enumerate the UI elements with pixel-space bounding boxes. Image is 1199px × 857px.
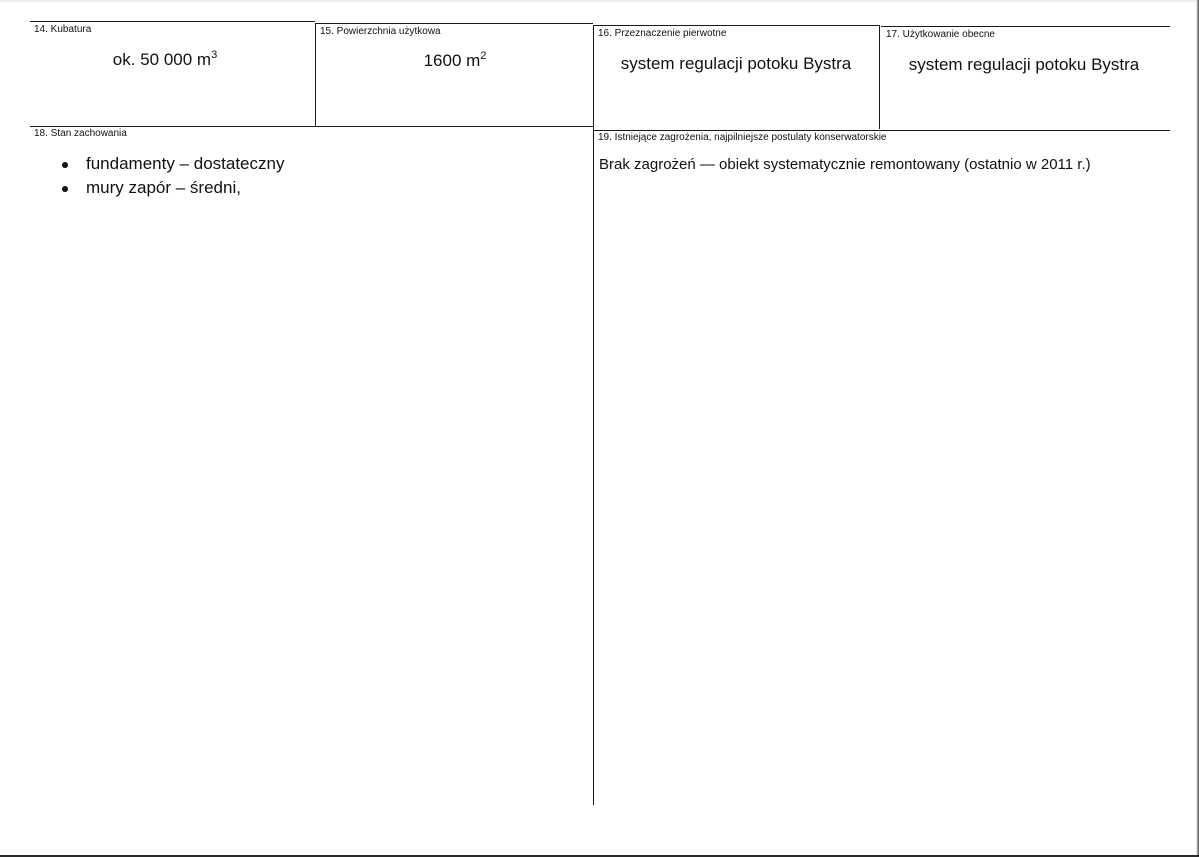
divider-15-16: [593, 25, 594, 805]
powierzchnia-label: 15. Powierzchnia użytkowa: [320, 26, 441, 37]
rule-top-3: [594, 25, 880, 26]
przeznaczenie-value: system regulacji potoku Bystra: [620, 54, 852, 73]
zagrozenia-text: Brak zagrożeń — obiekt systematycznie remontowany (ostatnio w 2011 r.): [599, 156, 1091, 173]
list-item-text: mury zapór – średni,: [86, 178, 241, 197]
uzytkowanie-label: 17. Użytkowanie obecne: [886, 29, 995, 40]
list-item: [60, 176, 284, 200]
powierzchnia-value-exponent: 2: [480, 50, 487, 62]
list-item: [60, 152, 284, 176]
rule-section-18: [30, 126, 593, 127]
kubatura-value-text: ok. 50 000 m: [112, 50, 212, 69]
rule-top-4: [881, 26, 1170, 27]
scan-edge-top: [0, 0, 1199, 3]
powierzchnia-value-text: 1600 m: [423, 51, 481, 70]
rule-section-19: [594, 130, 1170, 131]
list-item-text: fundamenty – dostateczny: [86, 154, 285, 173]
rule-top-1: [30, 21, 315, 22]
divider-14-15: [315, 23, 316, 127]
kubatura-value: [40, 50, 290, 70]
stan-zachowania-label: 18. Stan zachowania: [34, 128, 127, 139]
divider-16-17: [879, 26, 880, 129]
zagrozenia-label: 19. Istniejące zagrożenia, najpilniejsze postulaty konserwatorskie: [598, 132, 887, 143]
bullet-icon: [62, 186, 68, 192]
uzytkowanie-value: system regulacji potoku Bystra: [908, 55, 1140, 74]
rule-top-2: [316, 23, 593, 24]
bullet-icon: [62, 162, 68, 168]
kubatura-label: 14. Kubatura: [34, 24, 92, 35]
kubatura-value-exponent: 3: [211, 49, 218, 61]
stan-zachowania-list: [60, 152, 284, 200]
powierzchnia-value: [330, 51, 580, 71]
przeznaczenie-label: 16. Przeznaczenie pierwotne: [598, 28, 727, 39]
